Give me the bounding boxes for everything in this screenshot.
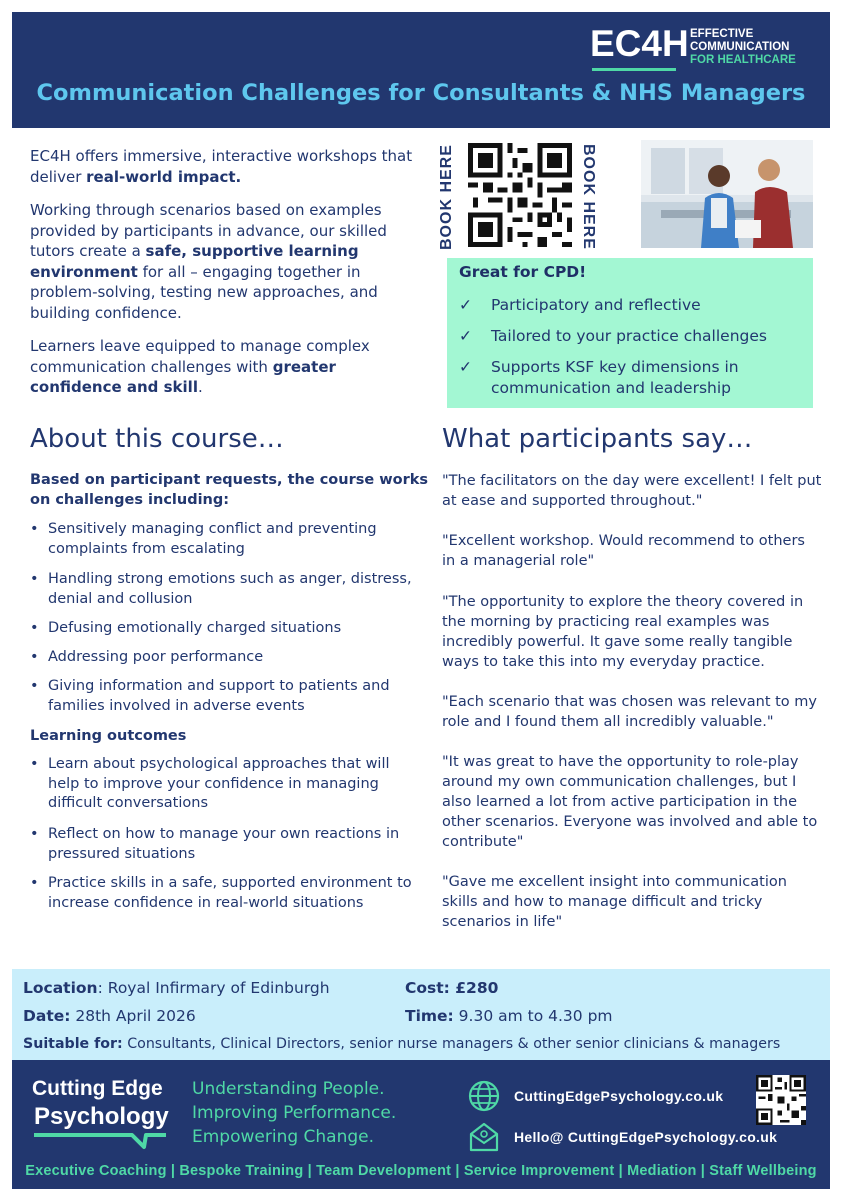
list-item: • Learn about psychological approaches that will help to improve your confidence in managing difficult conversations (30, 756, 390, 811)
date: Date: 28th April 2026 (23, 1007, 196, 1025)
ec4h-logo (590, 24, 689, 64)
cpd-item: ✓ Participatory and reflective (459, 296, 701, 314)
logo-underline (592, 68, 676, 71)
book-here-label-left[interactable]: BOOK HERE (438, 144, 455, 250)
list-item: • Addressing poor performance (30, 649, 264, 665)
list-item: • Practice skills in a safe, supported environment to increase confidence in real-world situations (30, 875, 412, 911)
about-heading: About this course… (30, 424, 284, 454)
footer-qr-code[interactable] (756, 1075, 806, 1125)
cpd-item: ✓ Supports KSF key dimensions in communication and leadership (459, 358, 739, 397)
list-item: • Sensitively managing conflict and preventing complaints from escalating (30, 521, 377, 557)
location: Location: Royal Infirmary of Edinburgh (23, 979, 330, 997)
check-icon: ✓ (459, 358, 472, 376)
about-lead: Based on participant requests, the course works on challenges including: (30, 472, 429, 508)
logo-mark: EC4H (590, 23, 689, 64)
testimonial-quote: "It was great to have the opportunity to role-play around my own communication challenges, but I also learned a lot from active participation in the other scenarios. Everyone was involved and able to contribute" (442, 754, 818, 850)
testimonial-quote: "Gave me excellent insight into communication skills and how to manage difficult and tricky scenarios in life" (442, 874, 787, 930)
services-list: Executive Coaching | Bespoke Training | Team Development | Service Improvement | Mediation | Staff Wellbeing (25, 1163, 817, 1179)
testimonial-quote: "Each scenario that was chosen was relevant to my role and I found them all incredibly valuable." (442, 694, 817, 730)
email-link[interactable]: Hello@ CuttingEdgePsychology.co.uk (514, 1129, 778, 1145)
cpd-title: Great for CPD! (459, 263, 587, 281)
logo-line-1: EFFECTIVE (690, 28, 754, 40)
booking-qr-code[interactable] (468, 143, 572, 247)
cost: Cost: £280 (405, 979, 499, 997)
book-here-label-right[interactable]: BOOK HERE (580, 144, 597, 250)
testimonial-quote: "Excellent workshop. Would recommend to others in a managerial role" (442, 533, 805, 569)
learning-outcomes-heading: Learning outcomes (30, 728, 187, 744)
page-title: Communication Challenges for Consultants & NHS Managers (36, 80, 806, 106)
time: Time: 9.30 am to 4.30 pm (405, 1007, 613, 1025)
cutting-edge-logo (32, 1075, 169, 1131)
cpd-item: ✓ Tailored to your practice challenges (459, 327, 767, 345)
consultation-photo (641, 140, 813, 248)
testimonial-quote: "The opportunity to explore the theory covered in the morning by practicing real examples was incredibly powerful. It gave some really tangible ways to take this into my everyday practice. (442, 594, 804, 670)
testimonial-quote: "The facilitators on the day were excellent! I felt put at ease and supported throughout." (442, 473, 822, 509)
check-icon: ✓ (459, 296, 472, 314)
testimonials-heading: What participants say… (442, 424, 753, 454)
intro-paragraph-2: Working through scenarios based on examples provided by participants in advance, our skilled tutors create a safe, supportive learning environment for all – engaging together in problem-solving, testing new approaches, and building confidence. (30, 201, 387, 322)
logo-line-2: COMMUNICATION (690, 41, 790, 53)
list-item: • Handling strong emotions such as anger, distress, denial and collusion (30, 571, 412, 607)
logo-name-line-2: Psychology (34, 1103, 169, 1130)
list-item: • Defusing emotionally charged situations (30, 620, 342, 636)
logo-line-3: FOR HEALTHCARE (690, 54, 796, 66)
suitable-for: Suitable for: Consultants, Clinical Directors, senior nurse managers & other senior clinicians & managers (23, 1036, 781, 1052)
list-item: • Giving information and support to patients and families involved in adverse events (30, 678, 390, 714)
logo-name-line-1: Cutting Edge (32, 1077, 163, 1100)
mail-icon (468, 1122, 500, 1152)
list-item: • Reflect on how to manage your own reactions in pressured situations (30, 826, 400, 862)
check-icon: ✓ (459, 327, 472, 345)
intro-text (30, 146, 425, 411)
website-link[interactable]: CuttingEdgePsychology.co.uk (514, 1088, 724, 1104)
intro-paragraph-3: Learners leave equipped to manage complex communication challenges with greater confidence and skill. (30, 337, 370, 396)
tagline: Understanding People. Improving Performance. Empowering Change. (192, 1079, 397, 1147)
logo-text (690, 28, 796, 67)
speech-underline-icon (32, 1131, 168, 1153)
globe-icon (468, 1080, 500, 1112)
intro-paragraph-1: EC4H offers immersive, interactive workshops that deliver real-world impact. (30, 147, 413, 186)
